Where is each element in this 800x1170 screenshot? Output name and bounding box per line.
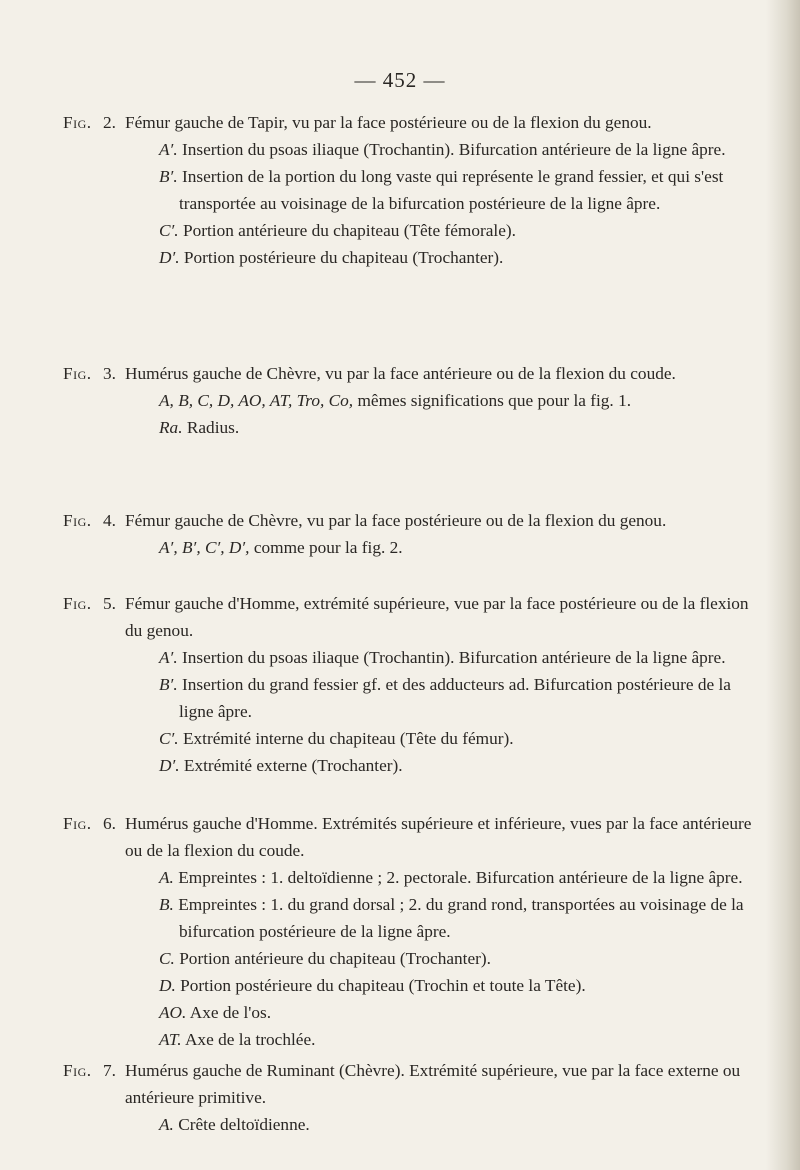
figure-label: Fig. bbox=[63, 113, 92, 132]
legend-key: D′. bbox=[159, 756, 180, 775]
figure-number: 6. bbox=[103, 814, 116, 833]
figure-caption-6 bbox=[63, 810, 763, 1053]
figure-number: 5. bbox=[103, 594, 116, 613]
figure-title: Fémur gauche d'Homme, extrémité supérieure, vue par la face postérieure ou de la flexion du genou. bbox=[125, 594, 749, 640]
legend-key: A. bbox=[159, 1115, 174, 1134]
legend-item bbox=[63, 163, 763, 217]
figure-label: Fig. bbox=[63, 814, 92, 833]
figure-title: Fémur gauche de Tapir, vu par la face postérieure ou de la flexion du genou. bbox=[125, 113, 652, 132]
legend-item bbox=[63, 1026, 763, 1053]
legend-key: A′. bbox=[159, 140, 178, 159]
legend-text: Axe de l'os. bbox=[189, 1003, 272, 1022]
legend-text: Insertion de la portion du long vaste qui représente le grand fessier, et qui s'est transportée au voisinage de la bifurcation postérieure de la ligne âpre. bbox=[179, 167, 724, 213]
figure-caption-4 bbox=[63, 507, 763, 561]
legend-item bbox=[63, 752, 763, 779]
figure-number: 3. bbox=[103, 364, 116, 383]
legend-key: AO. bbox=[159, 1003, 187, 1022]
page-number: — 452 — bbox=[354, 68, 446, 92]
legend-item bbox=[63, 644, 763, 671]
legend-key: A′. bbox=[159, 648, 178, 667]
figure-title: Fémur gauche de Chèvre, vu par la face postérieure ou de la flexion du genou. bbox=[125, 511, 667, 530]
legend-key: B. bbox=[159, 895, 174, 914]
legend-text: Insertion du psoas iliaque (Trochantin). Bifurcation antérieure de la ligne âpre. bbox=[182, 648, 726, 667]
legend-key: AT. bbox=[159, 1030, 182, 1049]
legend-item bbox=[63, 864, 763, 891]
figure-number: 7. bbox=[103, 1061, 116, 1080]
legend-text: Empreintes : 1. deltoïdienne ; 2. pectorale. Bifurcation antérieure de la ligne âpre. bbox=[178, 868, 743, 887]
legend-text: Portion postérieure du chapiteau (Trochanter). bbox=[183, 248, 504, 267]
legend-text: mêmes significations que pour la fig. 1. bbox=[357, 391, 632, 410]
legend-key: A, B, C, D, AO, AT, Tro, Co, bbox=[159, 391, 354, 410]
legend-key: C. bbox=[159, 949, 175, 968]
legend-key: B′. bbox=[159, 167, 178, 186]
figure-label: Fig. bbox=[63, 511, 92, 530]
legend-text: Portion postérieure du chapiteau (Trochin et toute la Tête). bbox=[180, 976, 586, 995]
legend-item bbox=[63, 891, 763, 945]
legend-item bbox=[63, 387, 763, 414]
legend-item bbox=[63, 999, 763, 1026]
legend-text: Insertion du grand fessier gf. et des adducteurs ad. Bifurcation postérieure de la ligne âpre. bbox=[179, 675, 731, 721]
legend-item bbox=[63, 945, 763, 972]
legend-item bbox=[63, 534, 763, 561]
legend-key: A. bbox=[159, 868, 174, 887]
legend-item bbox=[63, 725, 763, 752]
legend-item bbox=[63, 972, 763, 999]
legend-text: Crête deltoïdienne. bbox=[178, 1115, 310, 1134]
legend-item bbox=[63, 671, 763, 725]
legend-text: Portion antérieure du chapiteau (Tête fémorale). bbox=[182, 221, 516, 240]
legend-key: D. bbox=[159, 976, 176, 995]
legend-text: Axe de la trochlée. bbox=[184, 1030, 316, 1049]
figure-label: Fig. bbox=[63, 1061, 92, 1080]
legend-text: Empreintes : 1. du grand dorsal ; 2. du grand rond, transportées au voisinage de la bifurcation postérieure de la ligne âpre. bbox=[178, 895, 744, 941]
figure-caption-5 bbox=[63, 590, 763, 779]
figure-number: 2. bbox=[103, 113, 116, 132]
figure-label: Fig. bbox=[63, 364, 92, 383]
figure-title: Humérus gauche d'Homme. Extrémités supérieure et inférieure, vues par la face antérieure ou de la flexion du coude. bbox=[125, 814, 752, 860]
figure-caption-7 bbox=[63, 1057, 763, 1138]
figure-number: 4. bbox=[103, 511, 116, 530]
legend-key: A′, B′, C′, D′, bbox=[159, 538, 250, 557]
legend-key: D′. bbox=[159, 248, 180, 267]
legend-text: Insertion du psoas iliaque (Trochantin). Bifurcation antérieure de la ligne âpre. bbox=[182, 140, 726, 159]
legend-text: Extrémité interne du chapiteau (Tête du fémur). bbox=[182, 729, 514, 748]
legend-key: B′. bbox=[159, 675, 178, 694]
legend-item bbox=[63, 1111, 763, 1138]
figure-caption-2 bbox=[63, 109, 763, 271]
legend-key: Ra. bbox=[159, 418, 183, 437]
figure-title: Humérus gauche de Chèvre, vu par la face antérieure ou de la flexion du coude. bbox=[125, 364, 676, 383]
page-edge-shadow bbox=[766, 0, 800, 1170]
legend-text: Portion antérieure du chapiteau (Trochanter). bbox=[179, 949, 491, 968]
figure-label: Fig. bbox=[63, 594, 92, 613]
legend-item bbox=[63, 414, 763, 441]
figure-title: Humérus gauche de Ruminant (Chèvre). Extrémité supérieure, vue par la face externe ou antérieure primitive. bbox=[125, 1061, 741, 1107]
legend-text: Extrémité externe (Trochanter). bbox=[183, 756, 403, 775]
figure-caption-3 bbox=[63, 360, 763, 441]
legend-item bbox=[63, 244, 763, 271]
legend-item bbox=[63, 136, 763, 163]
legend-item bbox=[63, 217, 763, 244]
legend-text: comme pour la fig. 2. bbox=[253, 538, 403, 557]
legend-key: C′. bbox=[159, 729, 179, 748]
legend-key: C′. bbox=[159, 221, 179, 240]
legend-text: Radius. bbox=[186, 418, 240, 437]
